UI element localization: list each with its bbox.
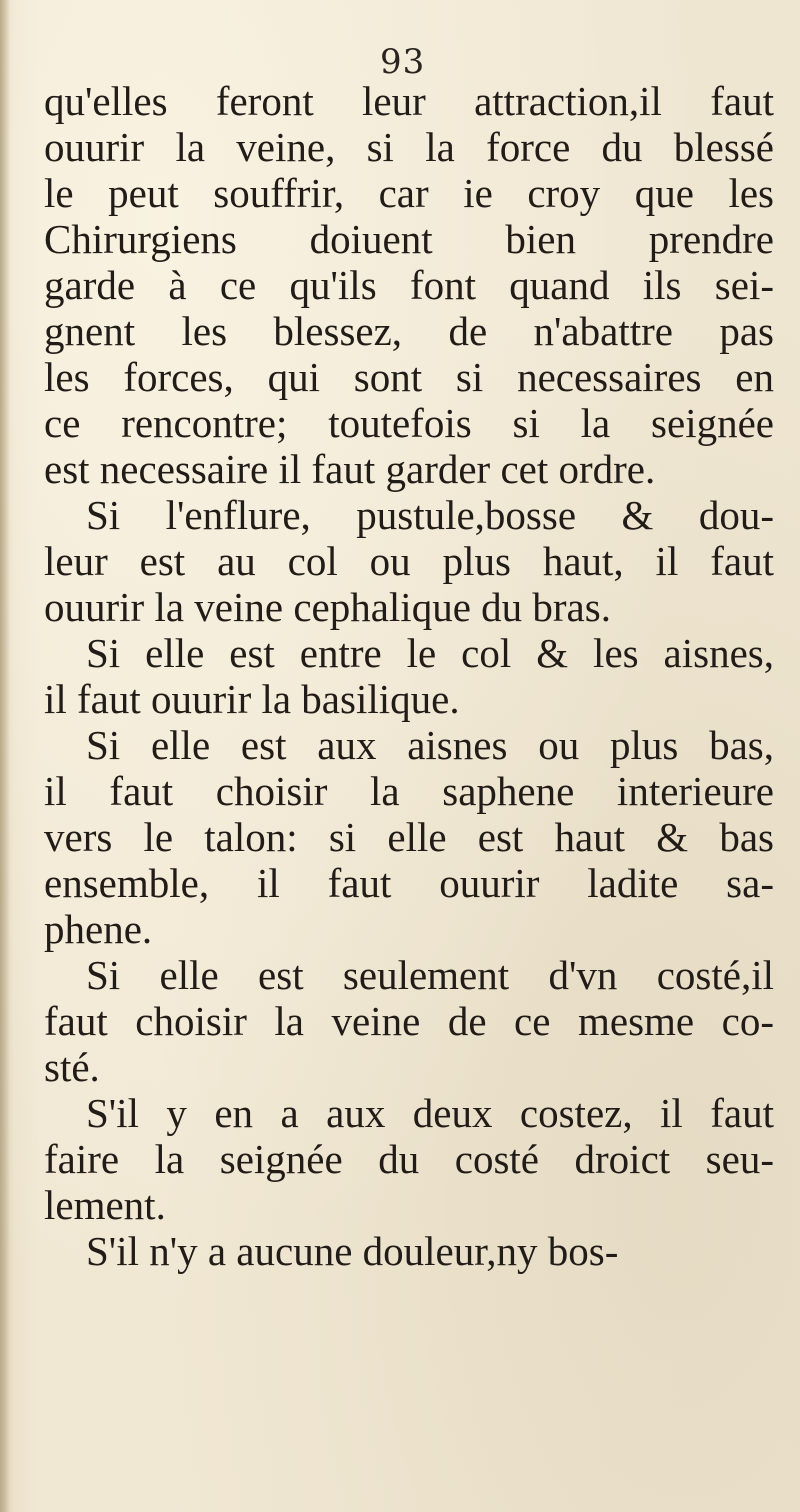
text-line: le peut souffrir, car ie croy que les (44, 170, 774, 216)
text-line: Si elle est entre le col & les aisnes, (86, 630, 774, 676)
text-line: Si elle est seulement d'vn costé,il (86, 952, 774, 998)
text-line: S'il n'y a aucune douleur,ny bos- (86, 1228, 619, 1274)
text-line: faut choisir la veine de ce mesme co- (44, 998, 774, 1044)
text-line: faire la seignée du costé droict seu- (44, 1136, 774, 1182)
text-line: qu'elles feront leur attraction,il faut (44, 78, 774, 124)
text-line: il faut ouurir la basilique. (44, 676, 460, 722)
text-line: vers le talon: si elle est haut & bas (44, 814, 774, 860)
text-line: S'il y en a aux deux costez, il faut (86, 1090, 774, 1136)
text-line: gnent les blessez, de n'abattre pas (44, 308, 774, 354)
text-line: Chirurgiens doiuent bien prendre (44, 216, 774, 262)
text-line: Si l'enflure, pustule,bosse & dou- (86, 492, 774, 538)
body-text (44, 78, 774, 1274)
text-line: est necessaire il faut garder cet ordre. (44, 446, 656, 492)
text-line: ouurir la veine cephalique du bras. (44, 584, 611, 630)
text-line: phene. (44, 906, 153, 952)
text-line: leur est au col ou plus haut, il faut (44, 538, 774, 584)
text-line: sté. (44, 1044, 100, 1090)
text-line: les forces, qui sont si necessaires en (44, 354, 774, 400)
text-line: lement. (44, 1182, 166, 1228)
binding-gutter-shadow (0, 0, 10, 1512)
text-line: ouurir la veine, si la force du blessé (44, 124, 774, 170)
text-line: Si elle est aux aisnes ou plus bas, (86, 722, 774, 768)
text-line: ensemble, il faut ouurir ladite sa- (44, 860, 774, 906)
text-line: ce rencontre; toutefois si la seignée (44, 400, 774, 446)
text-line: il faut choisir la saphene interieure (44, 768, 774, 814)
text-line: garde à ce qu'ils font quand ils sei- (44, 262, 774, 308)
page-number: 93 (380, 42, 426, 82)
